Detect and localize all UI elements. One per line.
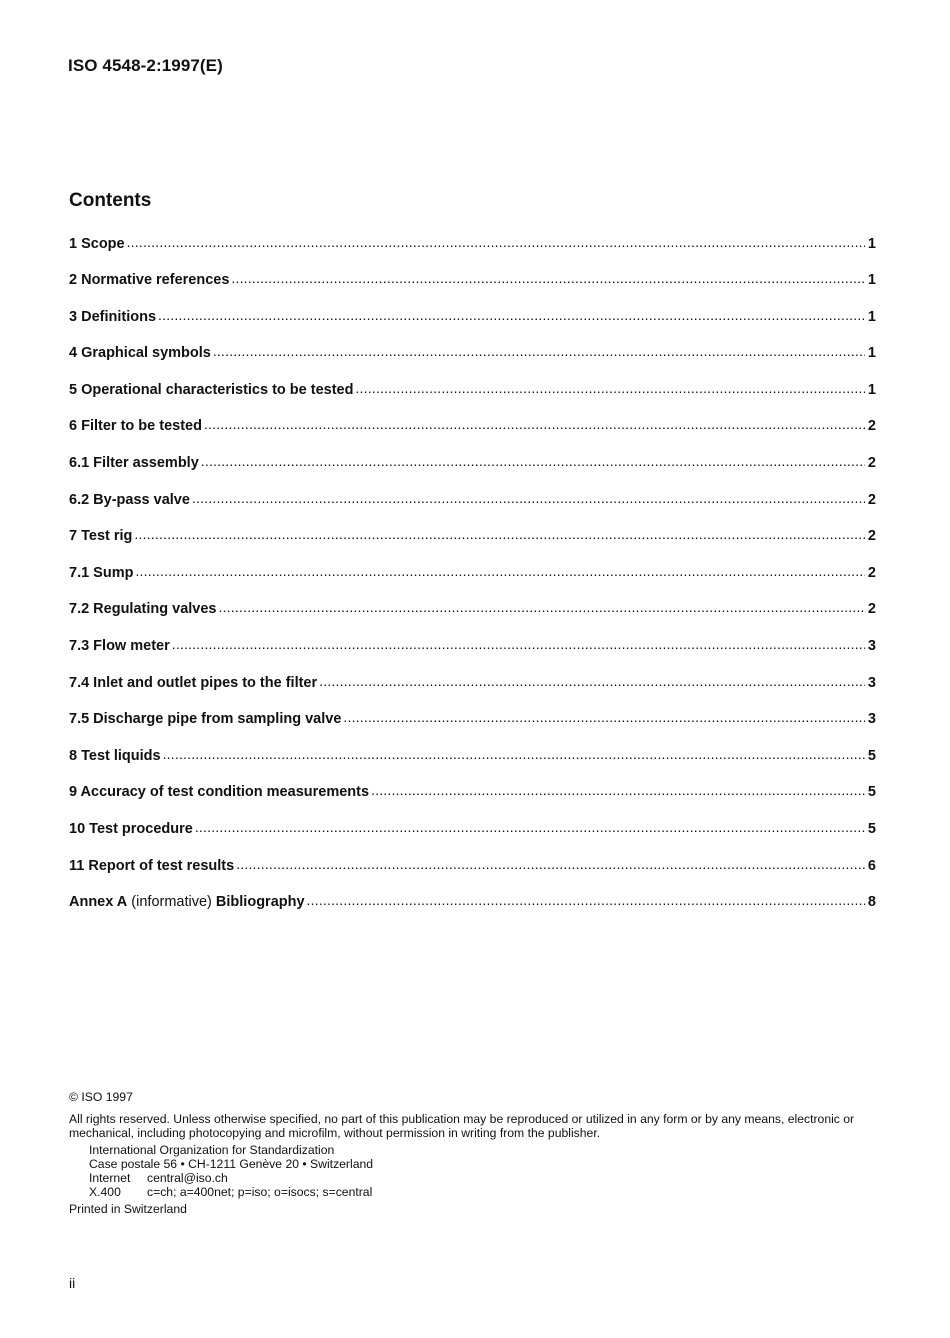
toc-entry-sump[interactable] <box>69 562 876 599</box>
dot-leader <box>134 526 865 541</box>
toc-entry-page: 3 <box>867 711 876 728</box>
toc-entry-label: 6.2 By-pass valve <box>69 491 190 508</box>
copyright-notice: © ISO 1997 <box>69 1090 133 1104</box>
internet-row <box>89 1171 884 1185</box>
toc-entry-page: 2 <box>867 455 876 472</box>
toc-entry-definitions[interactable] <box>69 306 876 343</box>
toc-entry-label: 11 Report of test results <box>69 857 235 874</box>
dot-leader <box>343 709 865 724</box>
publisher-address <box>69 1143 884 1199</box>
toc-entry-label: 2 Normative references <box>69 272 230 289</box>
dot-leader <box>213 343 865 358</box>
contents-heading: Contents <box>69 190 152 211</box>
toc-entry-page: 1 <box>867 272 876 289</box>
copyright-footer <box>69 1090 884 1216</box>
toc-entry-page: 1 <box>867 308 876 325</box>
annex-type: (informative) <box>127 894 216 911</box>
toc-entry-page: 1 <box>867 235 876 252</box>
toc-entry-label: 9 Accuracy of test condition measurements <box>69 784 370 801</box>
toc-entry-inlet-outlet-pipes[interactable] <box>69 672 876 709</box>
toc-entry-test-rig[interactable] <box>69 526 876 563</box>
rights-statement: All rights reserved. Unless otherwise specified, no part of this publication may be reproduced or utilized in any form or by any means, electronic or mechanical, including photocopying and microfilm, without permission in writing from the publisher. <box>69 1112 855 1140</box>
toc-entry-page: 8 <box>867 894 876 911</box>
toc-entry-page: 5 <box>867 747 876 764</box>
toc-entry-page: 5 <box>867 784 876 801</box>
toc-entry-discharge-pipe[interactable] <box>69 709 876 746</box>
toc-entry-graphical-symbols[interactable] <box>69 343 876 380</box>
dot-leader <box>192 489 865 504</box>
toc-entry-page: 1 <box>867 381 876 398</box>
toc-entry-page: 2 <box>867 528 876 545</box>
dot-leader <box>195 819 865 834</box>
toc-entry-page: 2 <box>867 564 876 581</box>
toc-entry-page: 2 <box>867 418 876 435</box>
postal-address: Case postale 56 • CH-1211 Genève 20 • Switzerland <box>89 1157 374 1171</box>
toc-entry-page: 1 <box>867 345 876 362</box>
page-number: ii <box>69 1275 76 1291</box>
dot-leader <box>231 270 865 285</box>
toc-entry-page: 5 <box>867 821 876 837</box>
toc-entry-label: 7.4 Inlet and outlet pipes to the filter <box>69 674 318 691</box>
toc-entry-regulating-valves[interactable] <box>69 599 876 636</box>
toc-entry-annex-a[interactable] <box>69 892 876 929</box>
table-of-contents <box>69 233 876 928</box>
toc-entry-by-pass-valve[interactable] <box>69 489 876 526</box>
toc-entry-operational-characteristics[interactable] <box>69 379 876 416</box>
toc-entry-scope[interactable] <box>69 233 876 270</box>
toc-entry-page: 3 <box>867 638 876 655</box>
toc-entry-label: 10 Test procedure <box>69 821 193 837</box>
dot-leader <box>236 855 865 870</box>
toc-entry-flow-meter[interactable] <box>69 636 876 673</box>
internet-email[interactable]: central@iso.ch <box>147 1171 228 1185</box>
toc-entry-label: 8 Test liquids <box>69 747 161 764</box>
toc-entry-label: 7 Test rig <box>69 528 133 545</box>
toc-entry-page: 6 <box>867 857 876 874</box>
dot-leader <box>371 782 865 797</box>
toc-entry-label: 4 Graphical symbols <box>69 345 211 362</box>
organization-name: International Organization for Standardization <box>89 1143 335 1157</box>
toc-entry-filter-to-be-tested[interactable] <box>69 416 876 453</box>
toc-entry-label: 7.5 Discharge pipe from sampling valve <box>69 711 342 728</box>
toc-entry-label: 1 Scope <box>69 235 125 252</box>
x400-row <box>89 1185 884 1199</box>
toc-entry-page: 3 <box>867 674 876 691</box>
dot-leader <box>355 379 865 394</box>
dot-leader <box>158 306 865 321</box>
toc-entry-label: 5 Operational characteristics to be tested <box>69 381 354 398</box>
dot-leader <box>172 636 865 651</box>
printed-in: Printed in Switzerland <box>69 1202 187 1216</box>
x400-address: c=ch; a=400net; p=iso; o=isocs; s=central <box>147 1185 373 1199</box>
toc-entry-label: 7.3 Flow meter <box>69 638 170 655</box>
toc-entry-label: 6.1 Filter assembly <box>69 455 199 472</box>
document-id: ISO 4548-2:1997(E) <box>68 56 223 75</box>
x400-label: X.400 <box>89 1185 121 1199</box>
dot-leader <box>135 562 865 577</box>
toc-entry-label <box>69 894 307 910</box>
toc-entry-label: 6 Filter to be tested <box>69 418 202 435</box>
dot-leader <box>307 892 865 907</box>
dot-leader <box>163 745 865 760</box>
annex-label: Annex A <box>69 894 128 911</box>
dot-leader <box>218 599 865 614</box>
internet-label: Internet <box>89 1171 131 1185</box>
dot-leader <box>319 672 865 687</box>
toc-entry-page: 2 <box>867 491 876 508</box>
toc-entry-label: 7.2 Regulating valves <box>69 601 217 618</box>
toc-entry-report[interactable] <box>69 855 876 892</box>
toc-entry-label: 7.1 Sump <box>69 564 134 581</box>
toc-entry-normative-references[interactable] <box>69 270 876 307</box>
toc-entry-page: 2 <box>867 601 876 618</box>
dot-leader <box>127 233 865 248</box>
toc-entry-test-procedure[interactable] <box>69 819 876 856</box>
toc-entry-filter-assembly[interactable] <box>69 453 876 490</box>
dot-leader <box>204 416 865 431</box>
toc-entry-accuracy[interactable] <box>69 782 876 819</box>
dot-leader <box>201 453 865 468</box>
annex-title: Bibliography <box>215 894 305 911</box>
toc-entry-test-liquids[interactable] <box>69 745 876 782</box>
toc-entry-label: 3 Definitions <box>69 308 157 325</box>
